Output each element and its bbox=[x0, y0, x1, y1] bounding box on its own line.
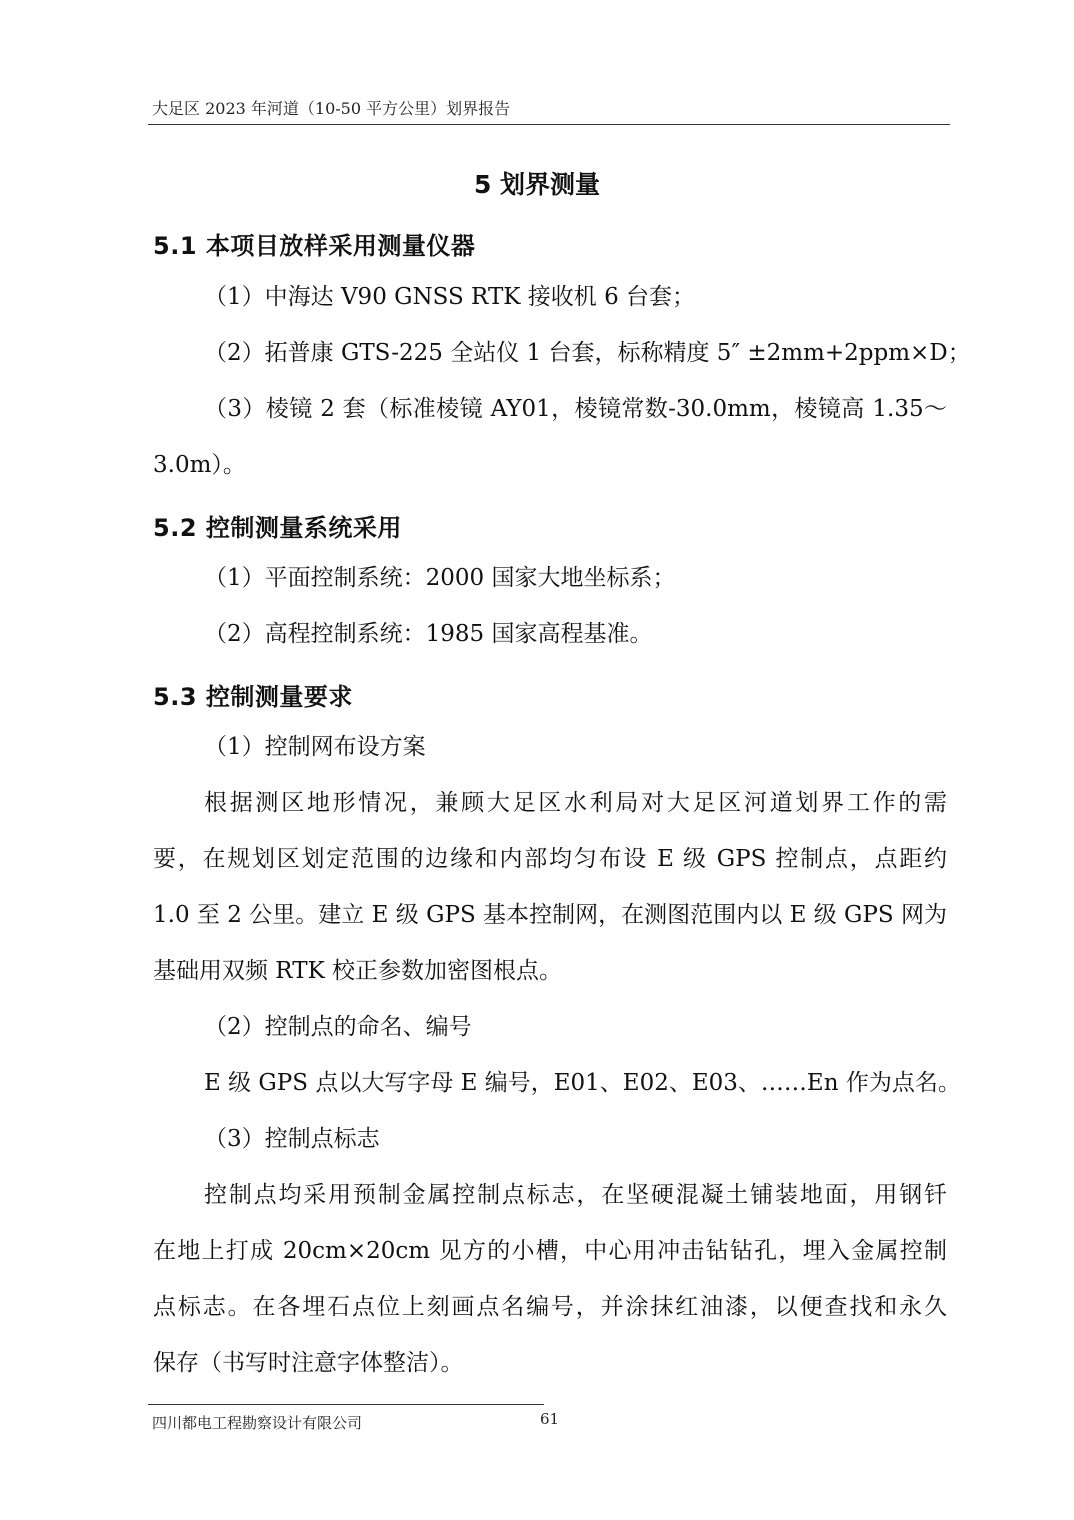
section-heading-5-2: 5.2 控制测量系统采用 bbox=[153, 514, 402, 542]
page-number: 61 bbox=[540, 1410, 560, 1428]
paragraph-line: 控制点均采用预制金属控制点标志，在坚硬混凝土铺装地面，用钢钎 bbox=[204, 1182, 947, 1208]
section-heading-5-3: 5.3 控制测量要求 bbox=[153, 683, 353, 711]
paragraph-line: 根据测区地形情况，兼顾大足区水利局对大足区河道划界工作的需 bbox=[204, 790, 947, 816]
paragraph-line: （3）棱镜 2 套（标准棱镜 AY01，棱镜常数-30.0mm，棱镜高 1.35～ bbox=[204, 396, 947, 422]
paragraph-line: 保存（书写时注意字体整洁）。 bbox=[153, 1350, 464, 1376]
paragraph-line: （1）平面控制系统：2000 国家大地坐标系； bbox=[204, 565, 676, 591]
paragraph-line: 点标志。在各埋石点位上刻画点名编号，并涂抹红油漆，以便查找和永久 bbox=[153, 1294, 947, 1320]
footer-company-name: 四川都电工程勘察设计有限公司 bbox=[152, 1414, 363, 1432]
paragraph-line: 在地上打成 20cm×20cm 见方的小槽，中心用冲击钻钻孔，埋入金属控制 bbox=[153, 1238, 947, 1264]
paragraph-line: （2）高程控制系统：1985 国家高程基准。 bbox=[204, 621, 653, 647]
running-header: 大足区 2023 年河道（10-50 平方公里）划界报告 bbox=[152, 99, 511, 118]
paragraph-line: （3）控制点标志 bbox=[204, 1126, 380, 1152]
paragraph-line: （1）中海达 V90 GNSS RTK 接收机 6 台套； bbox=[204, 284, 696, 310]
paragraph-line: 要，在规划区划定范围的边缘和内部均匀布设 E 级 GPS 控制点，点距约 bbox=[153, 846, 947, 872]
paragraph-line: （2）拓普康 GTS-225 全站仪 1 台套，标称精度 5″ ±2mm+2ppm×D； bbox=[204, 340, 971, 366]
paragraph-line: E 级 GPS 点以大写字母 E 编号，E01、E02、E03、……En 作为点名。 bbox=[204, 1070, 961, 1096]
footer-divider bbox=[148, 1404, 544, 1405]
paragraph-line: （2）控制点的命名、编号 bbox=[204, 1014, 472, 1040]
paragraph-line: 1.0 至 2 公里。建立 E 级 GPS 基本控制网，在测图范围内以 E 级 GPS 网为 bbox=[153, 902, 947, 928]
paragraph-line: （1）控制网布设方案 bbox=[204, 734, 426, 760]
chapter-title: 5 划界测量 bbox=[473, 170, 601, 199]
header-divider bbox=[148, 124, 950, 125]
paragraph-line: 3.0m）。 bbox=[153, 452, 246, 478]
paragraph-line: 基础用双频 RTK 校正参数加密图根点。 bbox=[153, 958, 563, 984]
section-heading-5-1: 5.1 本项目放样采用测量仪器 bbox=[153, 232, 476, 260]
